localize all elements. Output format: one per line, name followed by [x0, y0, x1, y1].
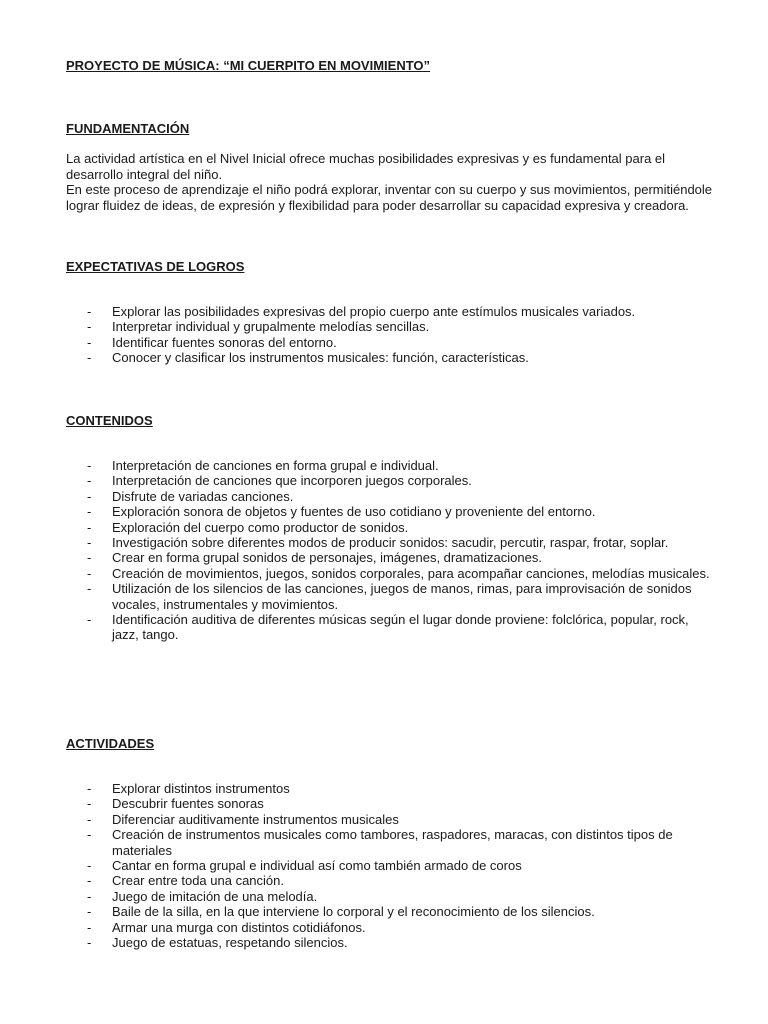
- list-item-text: Investigación sobre diferentes modos de producir sonidos: sacudir, percutir, raspar, frotar, soplar.: [112, 535, 669, 551]
- list-dash: -: [87, 458, 92, 473]
- list-item: [0, 504, 712, 519]
- list-item: [0, 889, 712, 904]
- list-item: [0, 535, 712, 550]
- list-item-text: Conocer y clasificar los instrumentos musicales: función, características.: [112, 350, 529, 366]
- list-item: [0, 550, 712, 565]
- expectativas-list: [0, 304, 768, 366]
- list-dash: -: [87, 550, 92, 566]
- list-dash: -: [87, 827, 92, 843]
- heading-actividades: ACTIVIDADES: [66, 736, 155, 751]
- list-dash: -: [87, 904, 92, 920]
- heading-expectativas: EXPECTATIVAS DE LOGROS: [66, 259, 245, 274]
- list-item-text: Armar una murga con distintos cotidiáfonos.: [112, 919, 366, 935]
- list-item: [0, 858, 712, 873]
- list-item: [0, 827, 712, 858]
- list-item: [0, 812, 712, 827]
- list-item: [0, 581, 712, 612]
- list-item: [0, 319, 712, 334]
- list-item-text: Explorar distintos instrumentos: [112, 781, 290, 796]
- list-item-text: Juego de imitación de una melodía.: [112, 888, 318, 904]
- list-item-text: Disfrute de variadas canciones.: [112, 488, 294, 504]
- list-item-text: Interpretación de canciones que incorporen juegos corporales.: [112, 473, 472, 489]
- list-item: [0, 489, 712, 504]
- list-dash: -: [87, 612, 92, 628]
- list-item-text: Creación de movimientos, juegos, sonidos corporales, para acompañar canciones, melodías musicales.: [112, 565, 710, 581]
- list-dash: -: [87, 796, 92, 812]
- list-dash: -: [87, 581, 92, 597]
- list-dash: -: [87, 488, 92, 504]
- list-item-text: Cantar en forma grupal e individual así como también armado de coros: [112, 858, 522, 874]
- fundamentacion-paragraph-2: En este proceso de aprendizaje el niño podrá explorar, inventar con su cuerpo y sus movimientos, permitiéndole lograr fluidez de ideas, de expresión y flexibilidad para poder desarrollar su capacidad expresiva y creadora.: [66, 182, 713, 213]
- list-dash: -: [87, 919, 92, 935]
- list-dash: -: [87, 473, 92, 489]
- list-item-text: Identificar fuentes sonoras del entorno.: [112, 334, 337, 350]
- list-item-text: Exploración del cuerpo como productor de sonidos.: [112, 519, 409, 535]
- list-item-text: Crear en forma grupal sonidos de personajes, imágenes, dramatizaciones.: [112, 550, 542, 566]
- list-item: [0, 796, 712, 811]
- list-item: [0, 781, 712, 796]
- list-dash: -: [87, 873, 92, 889]
- list-item: [0, 350, 712, 365]
- list-dash: -: [87, 858, 92, 874]
- list-dash: -: [87, 350, 92, 366]
- list-dash: -: [87, 935, 92, 951]
- list-item-text: Explorar las posibilidades expresivas del propio cuerpo ante estímulos musicales variados.: [112, 304, 636, 319]
- list-item: [0, 304, 712, 319]
- heading-contenidos: CONTENIDOS: [66, 413, 153, 428]
- document-title: PROYECTO DE MÚSICA: “MI CUERPITO EN MOVIMIENTO”: [66, 58, 431, 73]
- list-dash: -: [87, 535, 92, 551]
- list-item: [0, 612, 712, 643]
- list-dash: -: [87, 811, 92, 827]
- actividades-list: [0, 781, 768, 950]
- contenidos-list: [0, 458, 768, 643]
- list-dash: -: [87, 565, 92, 581]
- list-dash: -: [87, 888, 92, 904]
- list-dash: -: [87, 334, 92, 350]
- list-item: [0, 904, 712, 919]
- list-item: [0, 566, 712, 581]
- list-item: [0, 935, 712, 950]
- list-item: [0, 473, 712, 488]
- list-item-text: Interpretación de canciones en forma grupal e individual.: [112, 458, 439, 473]
- list-item: [0, 335, 712, 350]
- list-item-text: Descubrir fuentes sonoras: [112, 796, 264, 812]
- list-item: [0, 520, 712, 535]
- list-item: [0, 458, 712, 473]
- list-dash: -: [87, 319, 92, 335]
- list-dash: -: [87, 304, 92, 319]
- list-item-text: Baile de la silla, en la que interviene lo corporal y el reconocimiento de los silencios.: [112, 904, 595, 920]
- list-item-text: Identificación auditiva de diferentes músicas según el lugar donde proviene: folclórica, popular, rock, jazz, tango.: [112, 612, 689, 643]
- fundamentacion-paragraph-1: La actividad artística en el Nivel Inicial ofrece muchas posibilidades expresivas y es fundamental para el desarrollo integral del niño.: [66, 151, 666, 182]
- list-item-text: Utilización de los silencios de las canciones, juegos de manos, rimas, para improvisación de sonidos vocales, instrumentales y movimientos.: [112, 581, 692, 612]
- list-item-text: Diferenciar auditivamente instrumentos musicales: [112, 811, 399, 827]
- list-dash: -: [87, 781, 92, 796]
- list-item-text: Juego de estatuas, respetando silencios.: [112, 935, 348, 951]
- list-item-text: Exploración sonora de objetos y fuentes de uso cotidiano y proveniente del entorno.: [112, 504, 596, 520]
- list-dash: -: [87, 504, 92, 520]
- heading-fundamentacion: FUNDAMENTACIÓN: [66, 121, 190, 136]
- list-item-text: Creación de instrumentos musicales como tambores, raspadores, maracas, con distintos tipos de materiales: [112, 827, 673, 858]
- list-item: [0, 920, 712, 935]
- list-item: [0, 873, 712, 888]
- list-item-text: Interpretar individual y grupalmente melodías sencillas.: [112, 319, 430, 335]
- list-item-text: Crear entre toda una canción.: [112, 873, 284, 889]
- list-dash: -: [87, 519, 92, 535]
